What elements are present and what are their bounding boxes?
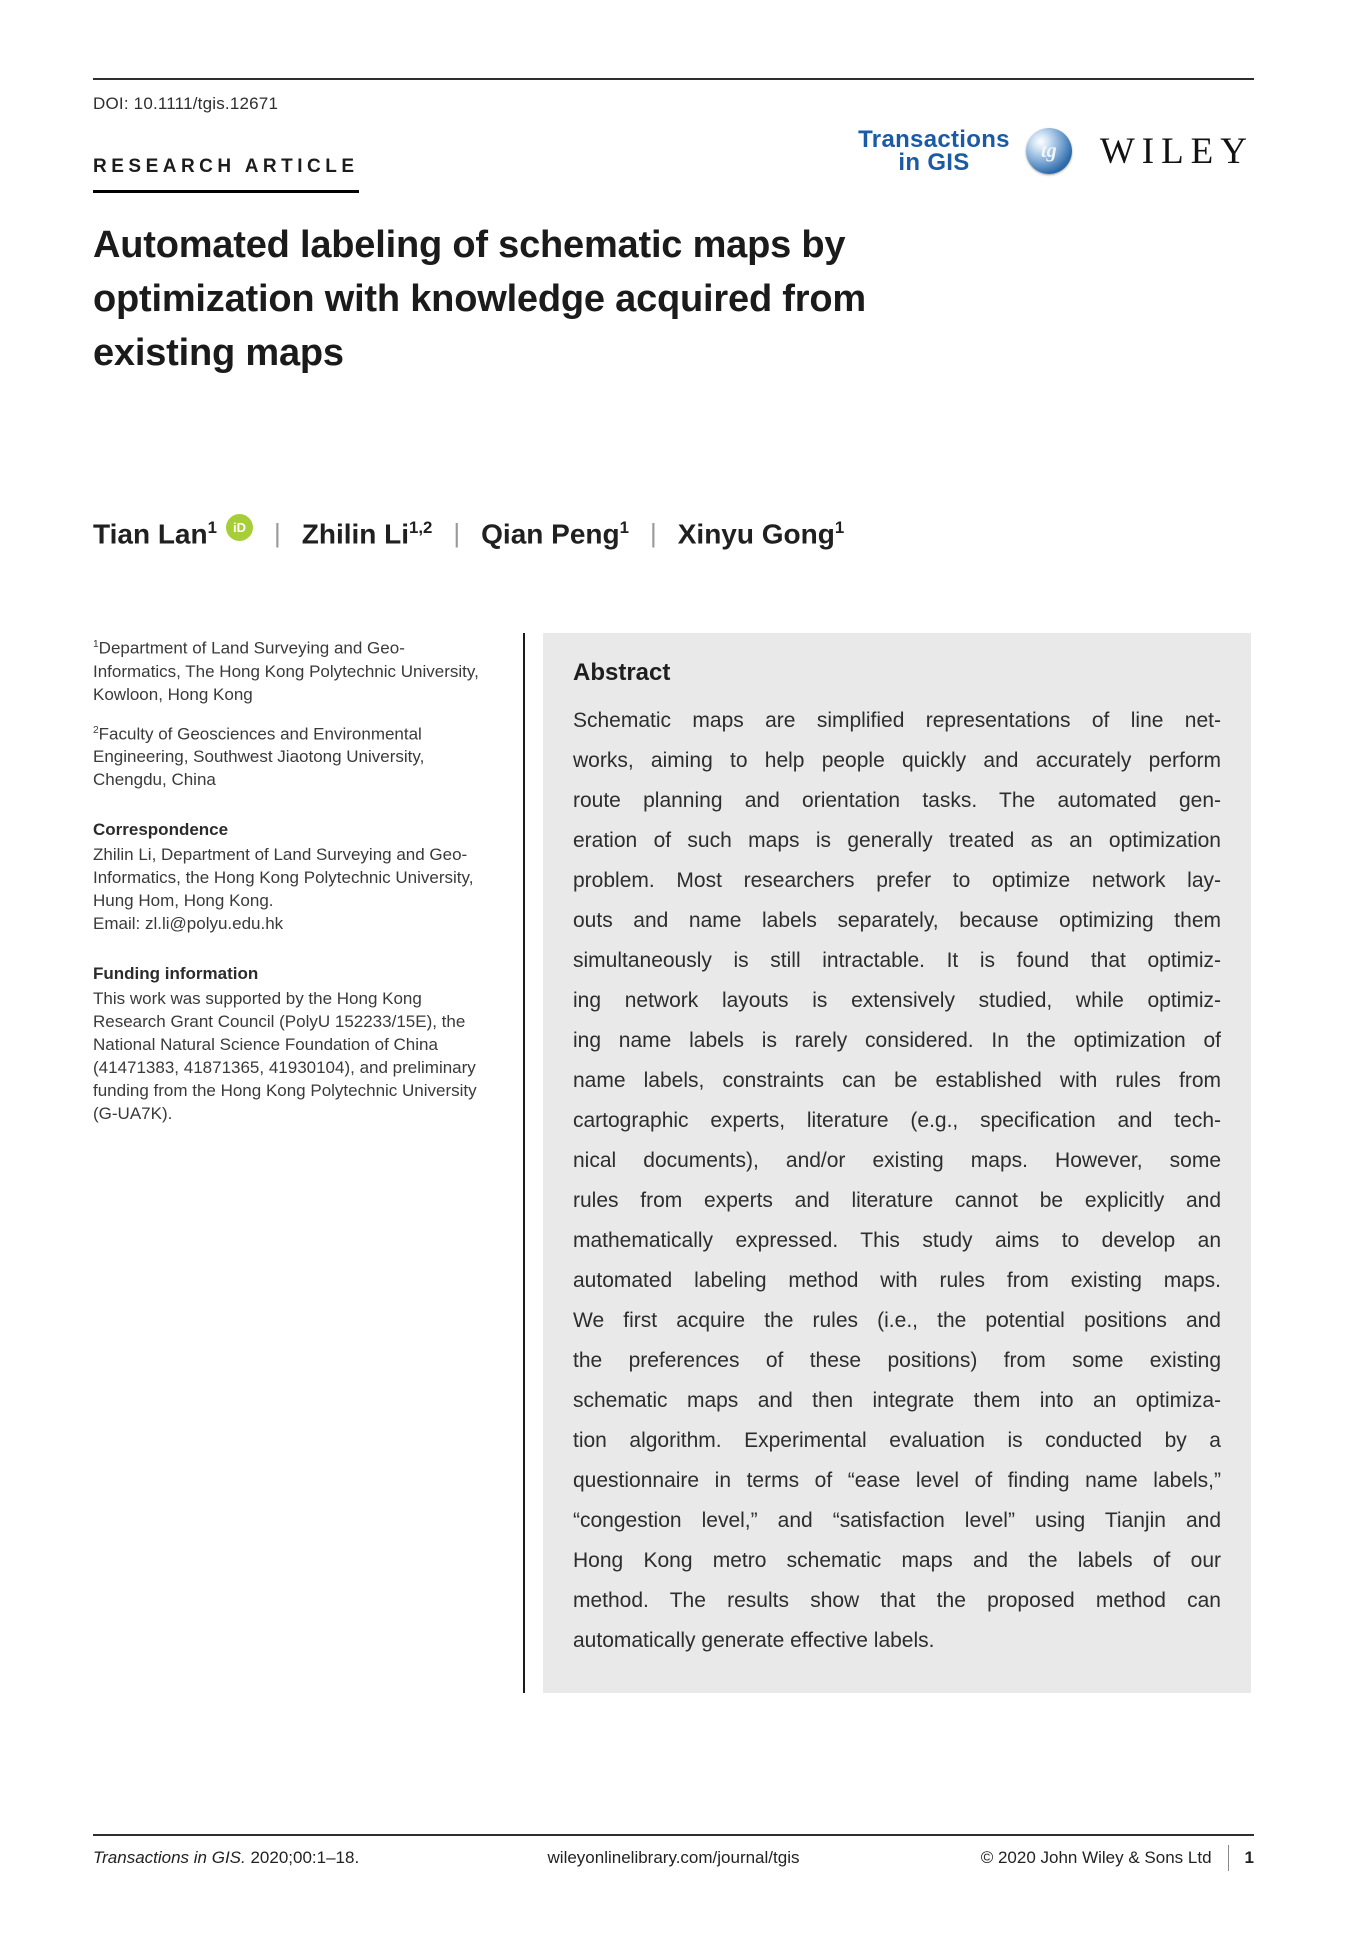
abstract-line: questionnaire in terms of “ease level of finding name labels,” bbox=[573, 1469, 1221, 1492]
article-type-label: RESEARCH ARTICLE bbox=[93, 156, 359, 193]
abstract-line: the preferences of these positions) from some existing bbox=[573, 1349, 1221, 1372]
globe-badge-text: tg bbox=[1041, 139, 1057, 162]
column-divider bbox=[523, 633, 525, 1693]
page-number-divider bbox=[1228, 1845, 1229, 1871]
abstract-line: name labels, constraints can be established with rules from bbox=[573, 1069, 1221, 1092]
abstract-line: problem. Most researchers prefer to optimize network lay- bbox=[573, 869, 1221, 892]
footer-citation-detail: 2020;00:1–18. bbox=[245, 1848, 360, 1867]
abstract-line: ing name labels is rarely considered. In the optimization of bbox=[573, 1029, 1221, 1052]
affiliation: $^2$Faculty of Geosciences and Environmental Engineering, Southwest Jiaotong University, Chengdu, China bbox=[93, 724, 425, 790]
correspondence-text: Zhilin Li, Department of Land Surveying and Geo-Informatics, the Hong Kong Polytechnic University, Hung Hom, Hong Kong. bbox=[93, 845, 474, 911]
funding-heading: Funding information bbox=[93, 964, 259, 984]
top-rule bbox=[93, 78, 1254, 80]
abstract-line: rules from experts and literature cannot be explicitly and bbox=[573, 1189, 1221, 1212]
abstract-line: automatically generate effective labels. bbox=[573, 1629, 935, 1652]
funding-text: This work was supported by the Hong Kong Research Grant Council (PolyU 152233/15E), the National Natural Science Foundation of China (41471383, 41871365, 41930104), and preliminary funding from the Hong Kong Polytechnic University (G-UA7K). bbox=[93, 989, 477, 1124]
email-label: Email: bbox=[93, 914, 145, 934]
abstract-line: tion algorithm. Experimental evaluation is conducted by a bbox=[573, 1429, 1221, 1452]
abstract-heading: Abstract bbox=[573, 659, 671, 686]
journal-header-logos bbox=[858, 128, 1254, 174]
footer-url[interactable]: wileyonlinelibrary.com/journal/tgis bbox=[547, 1848, 800, 1867]
funding-block bbox=[93, 962, 485, 1125]
author-name: Qian Peng$^1$ bbox=[481, 518, 629, 550]
logo-line-1: Transactions bbox=[858, 126, 1010, 153]
page-number: 1 bbox=[1244, 1848, 1254, 1867]
abstract-line: ing network layouts is extensively studied, while optimiz- bbox=[573, 989, 1221, 1012]
transactions-in-gis-logo bbox=[858, 128, 1010, 174]
affiliation: $^1$Department of Land Surveying and Geo-Informatics, The Hong Kong Polytechnic University, Kowloon, Hong Kong bbox=[93, 638, 479, 704]
left-column bbox=[93, 633, 485, 1693]
abstract-line: mathematically expressed. This study aims to develop an bbox=[573, 1229, 1221, 1252]
abstract-line: Hong Kong metro schematic maps and the labels of our bbox=[573, 1549, 1221, 1572]
abstract-line: simultaneously is still intractable. It is found that optimiz- bbox=[573, 949, 1221, 972]
abstract-line: “congestion level,” and “satisfaction level” using Tianjin and bbox=[573, 1509, 1221, 1532]
email-link[interactable]: zl.li@polyu.edu.hk bbox=[144, 914, 284, 934]
globe-icon bbox=[1026, 128, 1072, 174]
author-separator: | bbox=[453, 517, 461, 548]
author-name: Zhilin Li$^{1,2}$ bbox=[301, 518, 433, 550]
logo-line-2: in GIS bbox=[898, 149, 970, 176]
footer-copyright: © 2020 John Wiley & Sons Ltd bbox=[980, 1848, 1212, 1867]
correspondence-heading: Correspondence bbox=[93, 820, 229, 840]
abstract-line: method. The results show that the proposed method can bbox=[573, 1589, 1221, 1612]
abstract-line: cartographic experts, literature (e.g., specification and tech- bbox=[573, 1109, 1221, 1132]
title-line: existing maps bbox=[93, 332, 344, 374]
abstract-line: works, aiming to help people quickly and accurately perform bbox=[573, 749, 1221, 772]
abstract-box bbox=[543, 633, 1251, 1693]
title-line: Automated labeling of schematic maps by bbox=[93, 224, 846, 266]
footer-journal-name: Transactions in GIS. bbox=[93, 1848, 246, 1867]
content-columns bbox=[93, 633, 1254, 1693]
footer-rule bbox=[93, 1834, 1254, 1836]
wiley-logo: WILEY bbox=[1099, 130, 1254, 172]
abstract-line: outs and name labels separately, because optimizing them bbox=[573, 909, 1221, 932]
abstract-line: eration of such maps is generally treated as an optimization bbox=[573, 829, 1221, 852]
abstract-body bbox=[573, 701, 1221, 1661]
author-separator: | bbox=[649, 517, 657, 548]
abstract-line: nical documents), and/or existing maps. However, some bbox=[573, 1149, 1221, 1172]
footer-right bbox=[981, 1845, 1254, 1871]
correspondence-block bbox=[93, 818, 485, 935]
authors-row bbox=[93, 518, 844, 550]
author-name: Tian Lan$^1$ bbox=[93, 518, 217, 550]
footer bbox=[93, 1845, 1254, 1871]
author-separator: | bbox=[273, 517, 281, 548]
abstract-line: We first acquire the rules (i.e., the potential positions and bbox=[573, 1309, 1221, 1332]
orcid-icon[interactable]: iD bbox=[226, 514, 253, 541]
abstract-line: Schematic maps are simplified representations of line net- bbox=[573, 709, 1221, 732]
abstract-line: automated labeling method with rules from existing maps. bbox=[573, 1269, 1221, 1292]
affiliations bbox=[93, 633, 485, 791]
abstract-line: route planning and orientation tasks. The automated gen- bbox=[573, 789, 1221, 812]
doi-text: DOI: 10.1111/tgis.12671 bbox=[93, 94, 279, 113]
article-title bbox=[93, 218, 866, 380]
author-name: Xinyu Gong$^1$ bbox=[677, 518, 845, 550]
abstract-line: schematic maps and then integrate them into an optimiza- bbox=[573, 1389, 1221, 1412]
footer-citation bbox=[93, 1848, 359, 1868]
title-line: optimization with knowledge acquired from bbox=[93, 278, 866, 320]
email-line bbox=[93, 912, 485, 935]
